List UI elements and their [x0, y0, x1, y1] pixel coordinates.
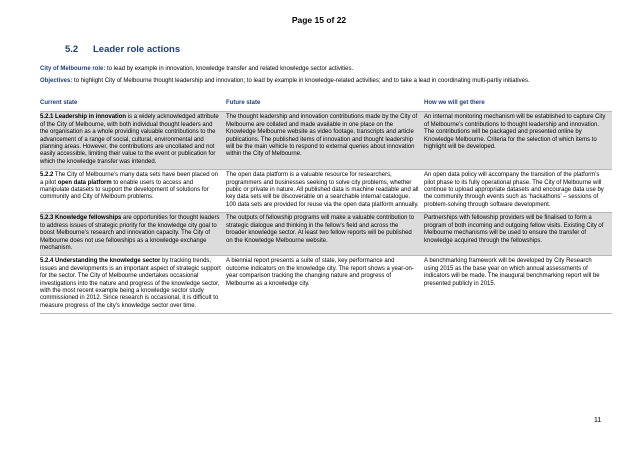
- objectives-text: to highlight City of Melbourne thought leadership and innovation; to lead by example in knowledge-related activities; and to take a lead in coordinating multi-partiy initiatives.: [72, 78, 530, 84]
- table-header-row: [40, 98, 612, 112]
- section-number: 5.2: [65, 44, 79, 55]
- objectives-label: Objectives:: [40, 78, 73, 84]
- cell-future: The open data platform is a valuable resource for researchers, programmers and businesses seeking to solve city problems, whether public or private in nature. All published data is machine readable and all key data sets will be discoverable on a searchable internal catalogue. 100 data sets are provided for reuse via the open data platform annually.: [226, 170, 424, 213]
- column-header-current: Current state: [40, 98, 226, 112]
- role-text: to lead by example in innovation, knowledge transfer and related knowledge sector activities.: [105, 66, 354, 72]
- table-row: [40, 256, 612, 314]
- actions-table: [40, 98, 612, 314]
- cell-future: A biennial report presents a suite of state, key performance and outcome indicators on the knowledge city. The report shows a year-on-year comparison tracking the changing nature and progress of Melbourne as a knowledge city.: [226, 256, 424, 314]
- row-topic: open data platform: [57, 179, 112, 186]
- table-row: [40, 170, 612, 213]
- table-row: [40, 213, 612, 256]
- cell-how: An internal monitoring mechanism will be established to capture City of Melbourne’s contributions to thought leadership and innovation. The contributions will be packaged and presented online by Knowledge Melbourne. Criteria for the selection of which items to highlight will be developed.: [424, 112, 612, 170]
- cell-future: The thought leadership and innovation contributions made by the City of Melbourne are collated and made available in one place on the Knowledge Melbourne website as video footage, transcripts and article publications. The published items of innovation and thought leadership will be the main vehicle to respond to external queries about innovation within the City of Melbourne.: [226, 112, 424, 170]
- cell-current-pre: The City of Melbourne’s many data sets have been placed on a pilot: [40, 172, 218, 186]
- section-title: [65, 44, 180, 55]
- objectives-statement: [40, 77, 610, 85]
- row-number: 5.2.1: [40, 114, 54, 121]
- row-number: 5.2.2: [40, 172, 54, 179]
- cell-current-text: is a widely acknowledged attribute of the City of Melbourne, with both individual thought leaders and the organisation as a whole providing valuable contributions to the advancement of a range of social, cultural, environmental and planning areas. However, the contributions are uncollated and not easily accessible, limiting their value to the event or publication for which the knowledge transfer was intended.: [40, 114, 219, 165]
- cell-current-text: are opportunities for thought leaders to address issues of strategic priority for the knowledge city goal to boost Melbourne’s research and innovation capacity. The City of Melbourne does not use fellowships as a knowledge exchange mechanism.: [40, 215, 220, 251]
- cell-how: A benchmarking framework will be developed by City Research using 2015 as the base year on which annual assessments of indicators will be made. The inaugural benchmarking report will be presented publicly in 2015.: [424, 256, 612, 314]
- role-statement: [40, 65, 610, 73]
- cell-how: Partnerships with fellowship providers will be finalised to form a program of both incoming and outgoing fellow visits. Existing City of Melbourne mechanisms will be used to ensure the transfer of knowledge acquired through the fellowships.: [424, 213, 612, 256]
- column-header-future: Future state: [226, 98, 424, 112]
- table-row: [40, 112, 612, 170]
- page-number: 11: [594, 417, 602, 424]
- cell-current-text: to enable users to access and manipulate datasets to support the development of solutions for community and City of Melboum problems.: [40, 179, 209, 201]
- row-topic: Understanding the knowledge sector: [55, 258, 161, 265]
- row-number: 5.2.4: [40, 258, 54, 265]
- row-topic: Knowledge fellowships: [55, 215, 122, 222]
- cell-current: [40, 112, 226, 170]
- row-number: 5.2.3: [40, 215, 54, 222]
- section-title-text: Leader role actions: [93, 44, 181, 55]
- cell-current: [40, 213, 226, 256]
- cell-current: [40, 170, 226, 213]
- role-label: City of Melbourne role:: [40, 66, 106, 72]
- cell-how: An open data policy will accompany the transition of the platform’s pilot phase to its fully operational phase. The City of Melbourne will continue to upload appropriate datasets and encourage data use by the community through events such as ‘hackathons’ – sessions of problem-solving through software development.: [424, 170, 612, 213]
- cell-future: The outputs of fellowship programs will make a valuable contribution to strategic dialogue and thinking in the fellow’s field and across the broader knowledge sector. At least two fellow reports will be published on the Knowledge Melbourne website.: [226, 213, 424, 256]
- cell-current: [40, 256, 226, 314]
- row-topic: Leadership in innovation: [55, 114, 127, 121]
- column-header-how: How we will get there: [424, 98, 612, 112]
- cell-current-text: by tracking trends, issues and developments is an important aspect of strategic support for the sector. The City of Melbourne undertakes occasional investigations into the nature and progress of the knowledge sector, with the most recent example being a knowledge sector study commissioned in 2012. Since research is occasional, it is difficult to measure progress of the city’s knowledge sector over time.: [40, 258, 221, 309]
- page-header: Page 15 of 22: [291, 15, 347, 25]
